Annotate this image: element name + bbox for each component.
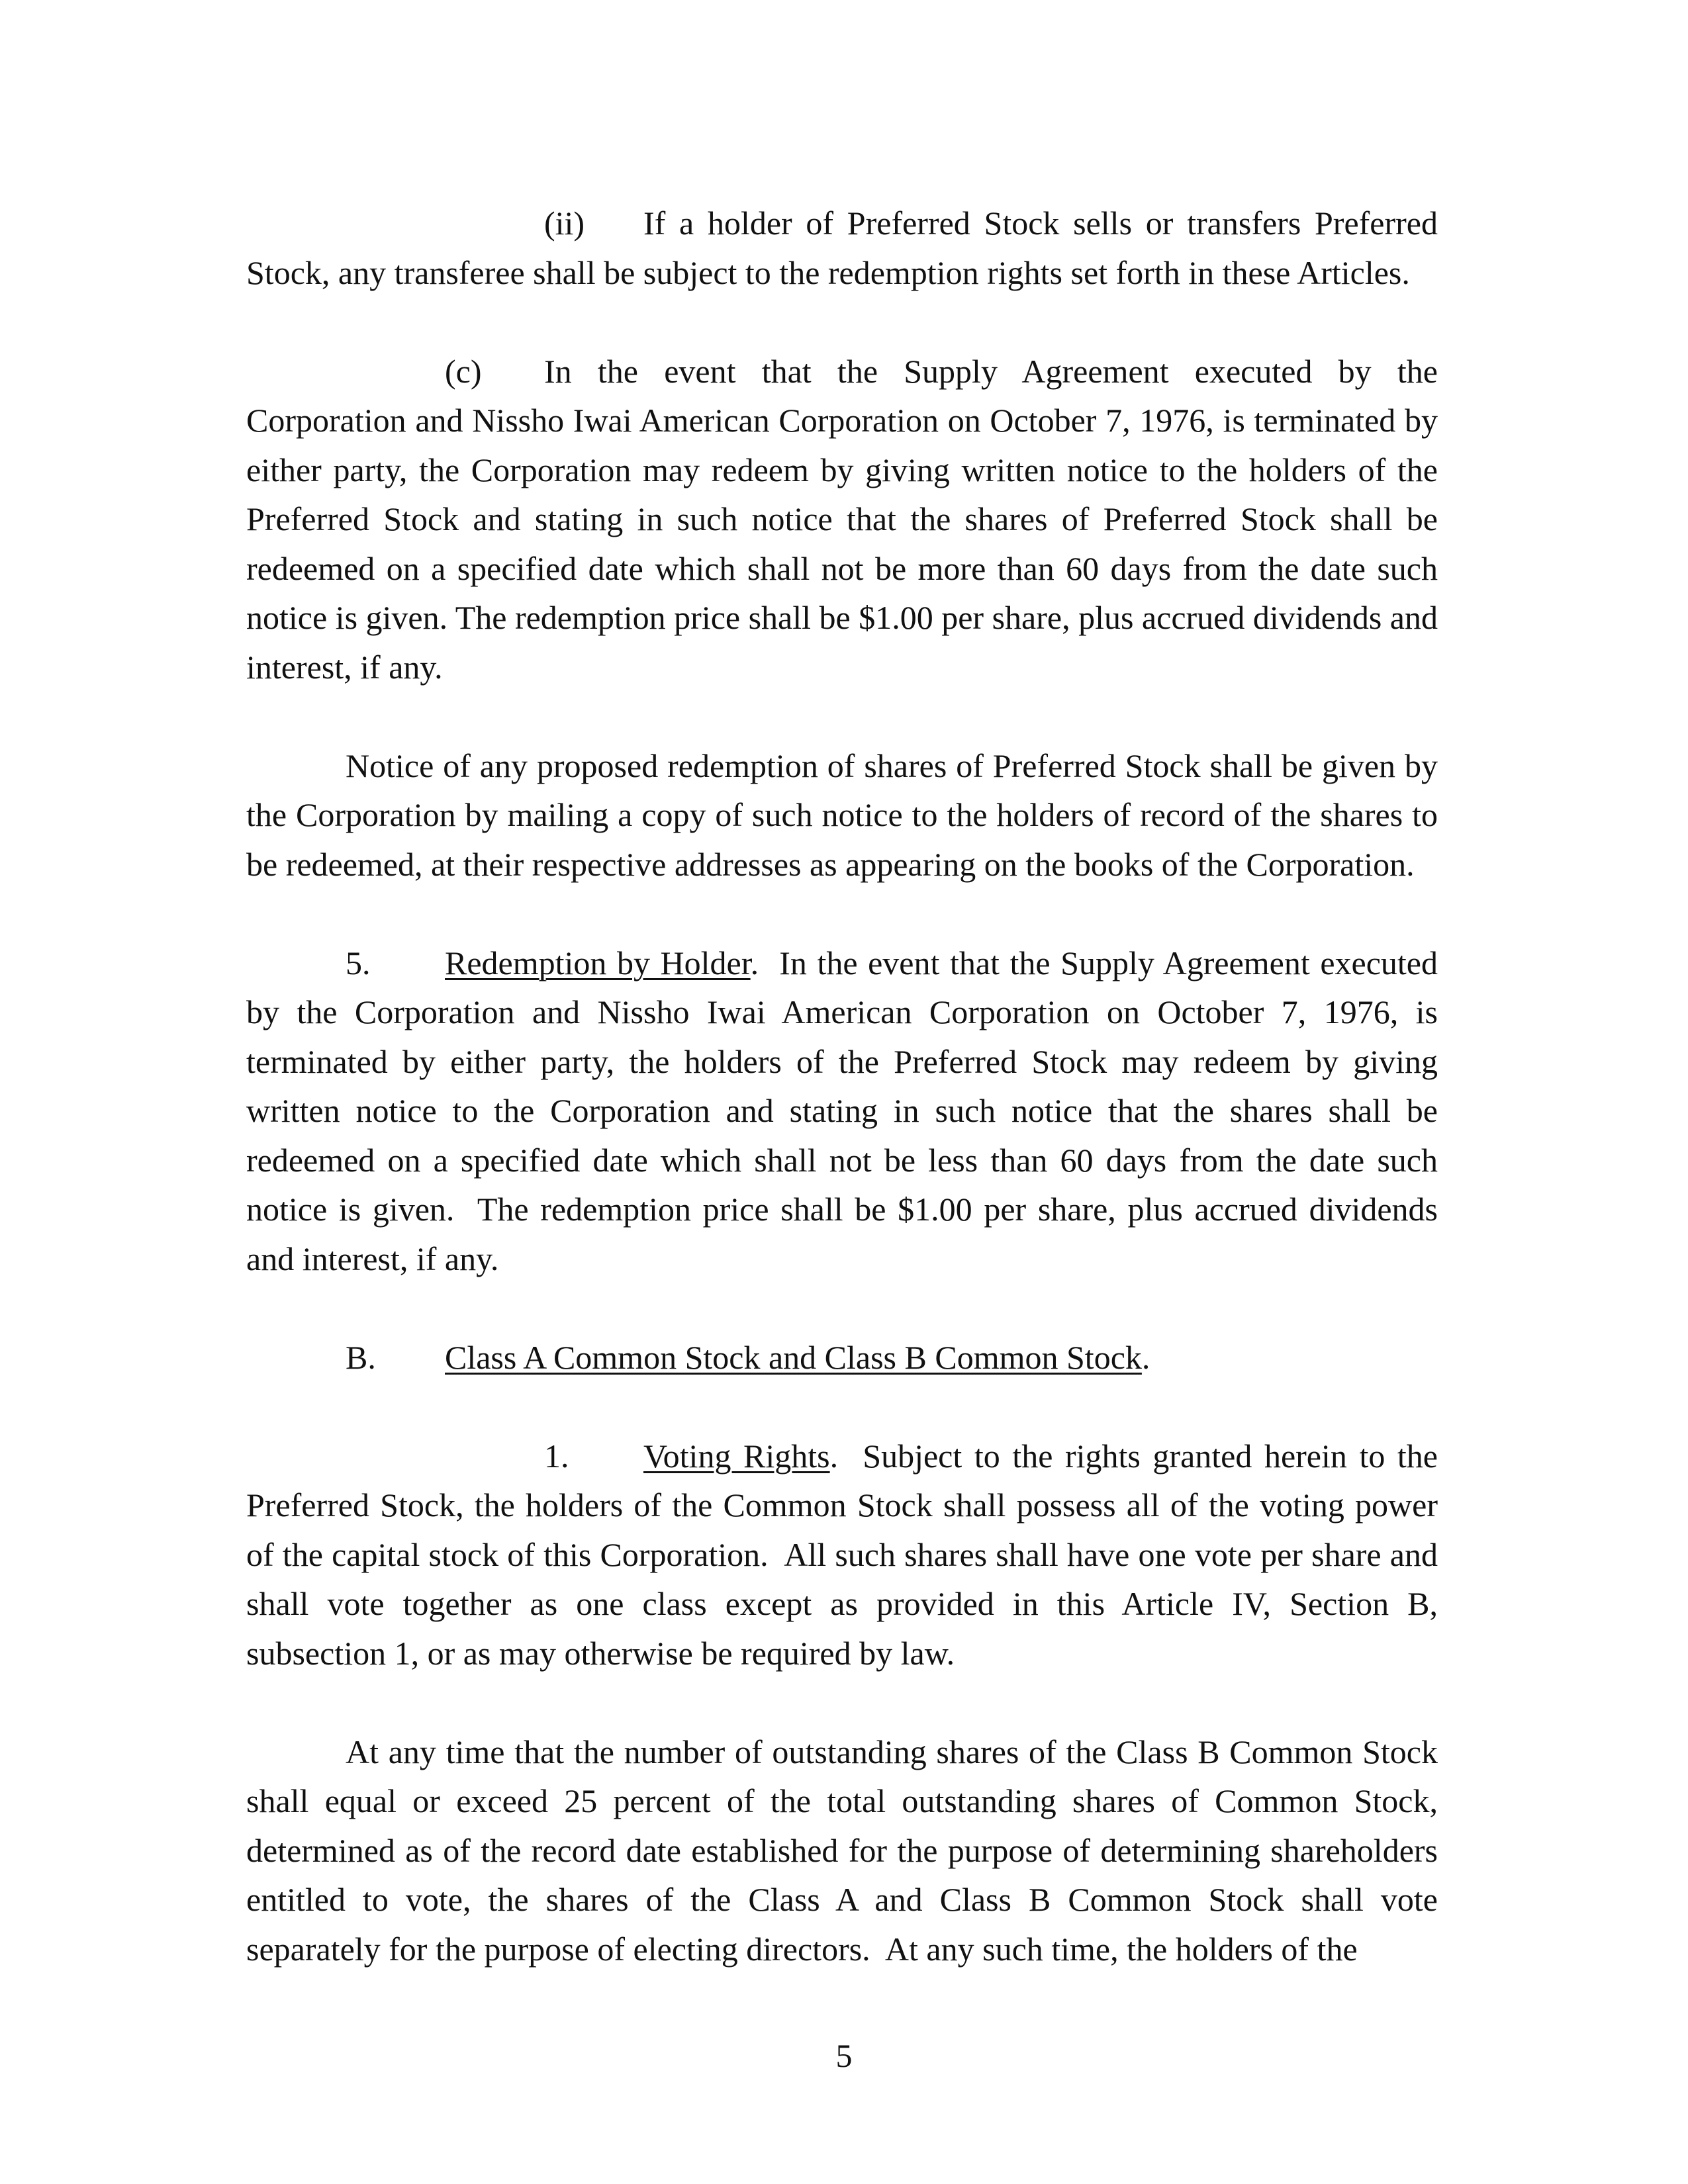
page-number: 5 (835, 2037, 853, 2074)
section-heading-common-stock (246, 1333, 1438, 1383)
body-text (246, 199, 1446, 2023)
paragraph-marker: (ii) (544, 205, 585, 242)
paragraph-text: If a holder of Preferred Stock sells or transfers Preferred Stock, any transferee shall be subject to the redemption rights set forth in these Articles. (246, 205, 1438, 291)
section-heading: Voting Rights (643, 1437, 830, 1475)
section-number: 5. (346, 944, 371, 981)
paragraph-text: In the event that the Supply Agreement executed by the Corporation and Nissho Iwai American Corporation on October 7, 1976, is terminated by either party, the holders of the Preferred Stock may redeem by giving written notice to the Corporation and stating in such notice that the shares shall be redeemed on a specified date which shall not be less than 60 days from the date such notice is given. The redemption price shall be $1.00 per share, plus accrued dividends and interest, if any. (246, 944, 1446, 1277)
paragraph-redemption-transferee (246, 199, 1438, 297)
paragraph-redemption-by-holder (246, 938, 1446, 1284)
section-heading: Redemption by Holder (445, 944, 751, 981)
paragraph-text: Notice of any proposed redemption of shares of Preferred Stock shall be given by the Corporation by mailing a copy of such notice to the holders of record of the shares to be redeemed, at their respective addresses as appearing on the books of the Corporation. (246, 747, 1438, 883)
paragraph-text: Subject to the rights granted herein to the Preferred Stock, the holders of the Common Stock shall possess all of the voting power of the capital stock of this Corporation. All such shares shall have one vote per share and shall vote together as one class except as provided in this Article IV, Section B, subsection 1, or as may otherwise be required by law. (246, 1437, 1446, 1672)
paragraph-voting-rights (246, 1432, 1446, 1678)
paragraph-marker: (c) (445, 352, 482, 390)
section-letter: B. (346, 1338, 376, 1376)
section-number: 1. (544, 1437, 569, 1475)
paragraph-text: In the event that the Supply Agreement executed by the Corporation and Nissho Iwai American Corporation on October 7, 1976, is terminated by either party, the Corporation may redeem by giving written notice to the holders of the Preferred Stock and stating in such notice that the shares of Preferred Stock shall be redeemed on a specified date which shall not be more than 60 days from the date such notice is given. The redemption price shall be $1.00 per share, plus accrued dividends and interest, if any. (246, 352, 1438, 686)
paragraph-class-b-threshold (246, 1727, 1446, 1974)
paragraph-text: At any time that the number of outstanding shares of the Class B Common Stock shall equal or exceed 25 percent of the total outstanding shares of Common Stock, determined as of the record date established for the purpose of determining shareholders entitled to vote, the shares of the Class A and Class B Common Stock shall vote separately for the purpose of electing directors. At any such time, the holders of the (246, 1733, 1446, 1968)
heading-punctuation: . (750, 944, 759, 981)
heading-punctuation: . (829, 1437, 839, 1475)
paragraph-corporation-redemption (246, 347, 1438, 692)
heading-punctuation: . (1141, 1338, 1150, 1376)
section-heading: Class A Common Stock and Class B Common Stock (445, 1338, 1142, 1376)
paragraph-notice-of-redemption (246, 741, 1438, 889)
